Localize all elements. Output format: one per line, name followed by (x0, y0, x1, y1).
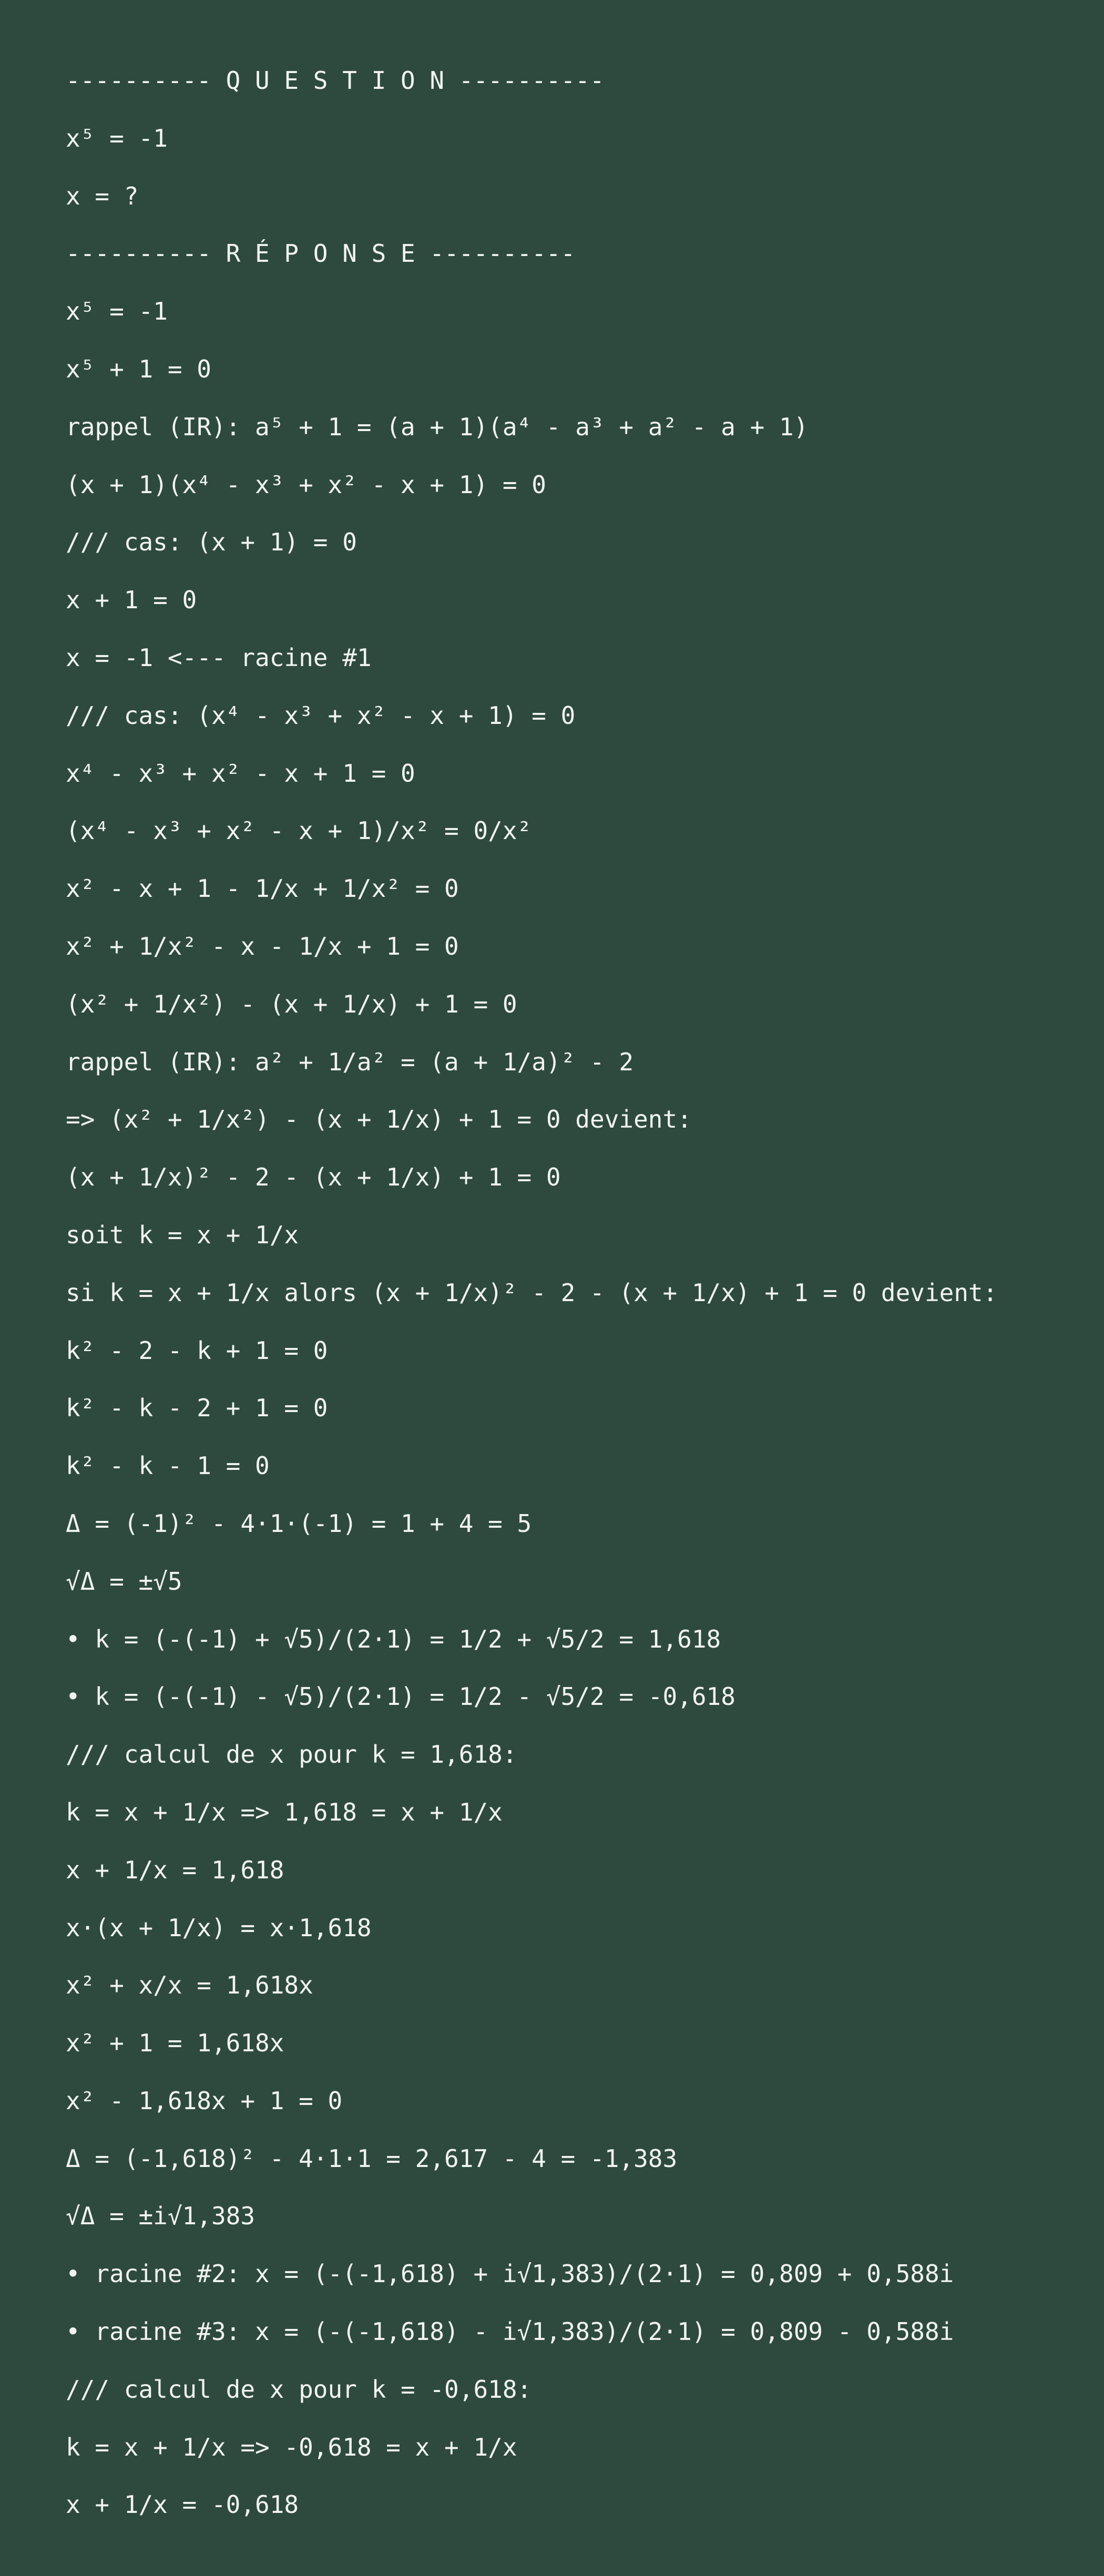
line-14: (x⁴ - x³ + x² - x + 1)/x² = 0/x² (66, 816, 532, 845)
line-30: /// calcul de x pour k = 1,618: (66, 1740, 517, 1769)
line-28: • k = (-(-1) + √5)/(2·1) = 1/2 + √5/2 = 1,618 (66, 1624, 721, 1653)
line-10: x + 1 = 0 (66, 586, 197, 615)
line-19: => (x² + 1/x²) - (x + 1/x) + 1 = 0 devient: (66, 1105, 692, 1134)
line-32: x + 1/x = 1,618 (66, 1855, 284, 1884)
line-38: √Δ = ±i√1,383 (66, 2202, 255, 2231)
line-16: x² + 1/x² - x - 1/x + 1 = 0 (66, 932, 459, 960)
line-39: • racine #2: x = (-(-1,618) + i√1,383)/(2·1) = 0,809 + 0,588i (66, 2260, 954, 2288)
line-40: • racine #3: x = (-(-1,618) - i√1,383)/(2·1) = 0,809 - 0,588i (66, 2317, 954, 2346)
line-36: x² - 1,618x + 1 = 0 (66, 2086, 343, 2115)
line-01: ---------- Q U E S T I O N ---------- (66, 66, 605, 95)
line-20: (x + 1/x)² - 2 - (x + 1/x) + 1 = 0 (66, 1163, 561, 1192)
line-25: k² - k - 1 = 0 (66, 1451, 270, 1480)
line-22: si k = x + 1/x alors (x + 1/x)² - 2 - (x + 1/x) + 1 = 0 devient: (66, 1278, 998, 1307)
line-08: (x + 1)(x⁴ - x³ + x² - x + 1) = 0 (66, 470, 546, 499)
math-board (66, 64, 1091, 2546)
line-35: x² + 1 = 1,618x (66, 2029, 284, 2058)
line-17: (x² + 1/x²) - (x + 1/x) + 1 = 0 (66, 989, 517, 1018)
line-02: x⁵ = -1 (66, 124, 168, 152)
line-26: Δ = (-1)² - 4·1·(-1) = 1 + 4 = 5 (66, 1509, 532, 1538)
line-03: x = ? (66, 181, 139, 210)
line-43: x + 1/x = -0,618 (66, 2490, 299, 2519)
line-31: k = x + 1/x => 1,618 = x + 1/x (66, 1797, 503, 1826)
line-12: /// cas: (x⁴ - x³ + x² - x + 1) = 0 (66, 701, 576, 730)
line-34: x² + x/x = 1,618x (66, 1971, 313, 2000)
line-15: x² - x + 1 - 1/x + 1/x² = 0 (66, 874, 459, 903)
line-37: Δ = (-1,618)² - 4·1·1 = 2,617 - 4 = -1,383 (66, 2144, 678, 2173)
line-42: k = x + 1/x => -0,618 = x + 1/x (66, 2432, 517, 2461)
line-13: x⁴ - x³ + x² - x + 1 = 0 (66, 759, 415, 788)
line-21: soit k = x + 1/x (66, 1220, 299, 1249)
line-06: x⁵ + 1 = 0 (66, 354, 211, 383)
line-41: /// calcul de x pour k = -0,618: (66, 2375, 532, 2404)
line-04: ---------- R É P O N S E ---------- (66, 239, 576, 268)
line-18: rappel (IR): a² + 1/a² = (a + 1/a)² - 2 (66, 1047, 634, 1076)
line-29: • k = (-(-1) - √5)/(2·1) = 1/2 - √5/2 = -0,618 (66, 1682, 735, 1711)
line-27: √Δ = ±√5 (66, 1567, 182, 1596)
line-11: x = -1 <--- racine #1 (66, 643, 372, 672)
line-07: rappel (IR): a⁵ + 1 = (a + 1)(a⁴ - a³ + a² - a + 1) (66, 412, 809, 441)
line-24: k² - k - 2 + 1 = 0 (66, 1394, 328, 1423)
line-33: x·(x + 1/x) = x·1,618 (66, 1913, 372, 1942)
line-05: x⁵ = -1 (66, 297, 168, 326)
line-09: /// cas: (x + 1) = 0 (66, 528, 357, 557)
line-23: k² - 2 - k + 1 = 0 (66, 1336, 328, 1365)
